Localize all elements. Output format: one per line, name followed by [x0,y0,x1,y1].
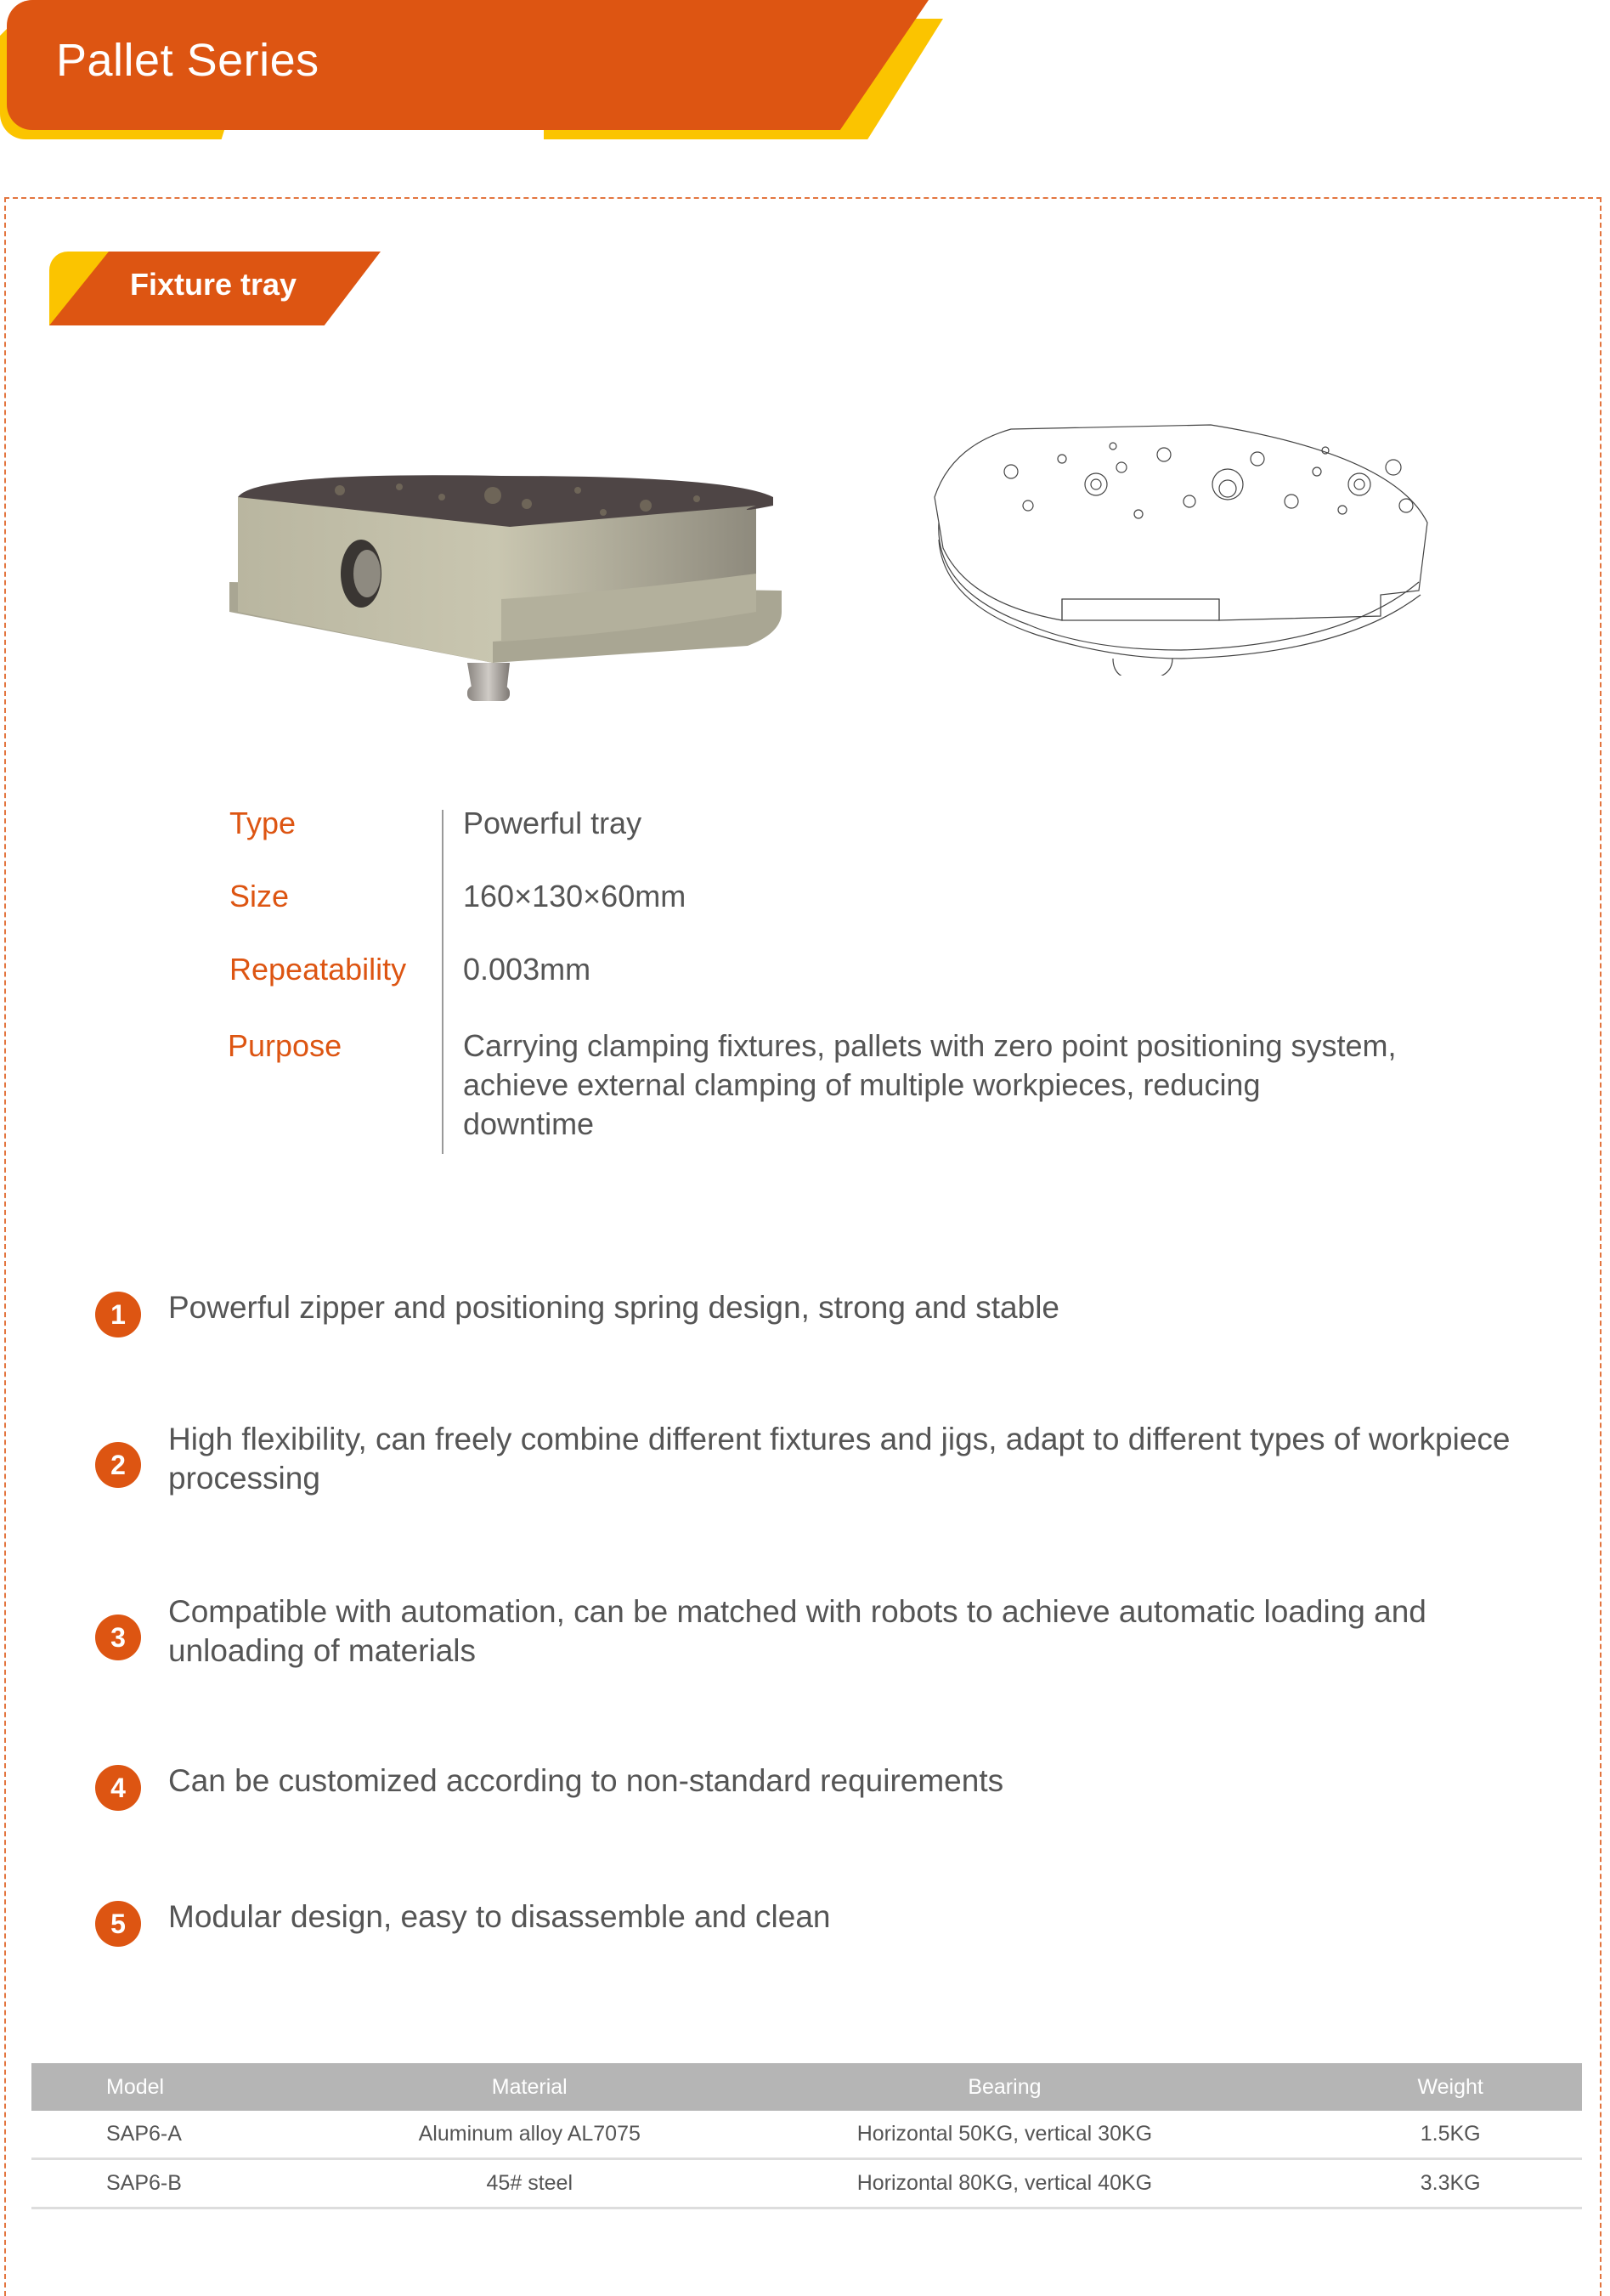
cell-bearing: Horizontal 80KG, vertical 40KG [741,2159,1269,2208]
feature-number-badge: 3 [95,1615,141,1660]
spec-label-purpose: Purpose [228,1028,342,1063]
feature-text: Can be customized according to non-standard requirements [168,1763,1004,1798]
table-row [31,2111,1582,2159]
feature-number-badge: 2 [95,1442,141,1488]
feature-text: Modular design, easy to disassemble and clean [168,1899,831,1934]
cell-material: 45# steel [319,2159,741,2208]
feature-text: Compatible with automation, can be matched with robots to achieve automatic loading and unloading of materials [168,1594,1426,1668]
feature-text: Powerful zipper and positioning spring design, strong and stable [168,1290,1059,1325]
product-drawing [918,421,1444,676]
cell-material: Aluminum alloy AL7075 [319,2111,741,2159]
spec-value-size: 160×130×60mm [463,879,686,913]
section-banner [49,252,381,325]
feature-number-badge: 1 [95,1292,141,1337]
cell-bearing: Horizontal 50KG, vertical 30KG [741,2111,1269,2159]
cell-weight: 3.3KG [1268,2159,1582,2208]
section-title: Fixture tray [130,267,297,302]
product-photo [221,463,816,701]
table-row [31,2159,1582,2208]
column-header-bearing: Bearing [741,2063,1269,2111]
spec-divider [442,810,443,1154]
column-header-material: Material [319,2063,741,2111]
spec-label-size: Size [229,879,290,913]
table-header-row [31,2063,1582,2111]
spec-value-type: Powerful tray [463,806,642,840]
column-header-weight: Weight [1268,2063,1582,2111]
feature-number-badge: 5 [95,1901,141,1947]
cell-model: SAP6-B [31,2159,319,2208]
spec-value-purpose: Carrying clamping fixtures, pallets with zero point positioning system, achieve external clamping of multiple workpieces, reducing downtime [463,1028,1397,1141]
spec-label-repeatability: Repeatability [229,952,407,987]
feature-text: High flexibility, can freely combine different fixtures and jigs, adapt to different types of workpiece processing [168,1422,1511,1496]
page-title: Pallet Series [56,35,319,86]
spec-table [31,2063,1582,2209]
spec-label-type: Type [229,806,297,840]
cell-model: SAP6-A [31,2111,319,2159]
column-header-model: Model [31,2063,319,2111]
cell-weight: 1.5KG [1268,2111,1582,2159]
feature-number-badge: 4 [95,1765,141,1811]
spec-value-repeatability: 0.003mm [463,952,591,987]
